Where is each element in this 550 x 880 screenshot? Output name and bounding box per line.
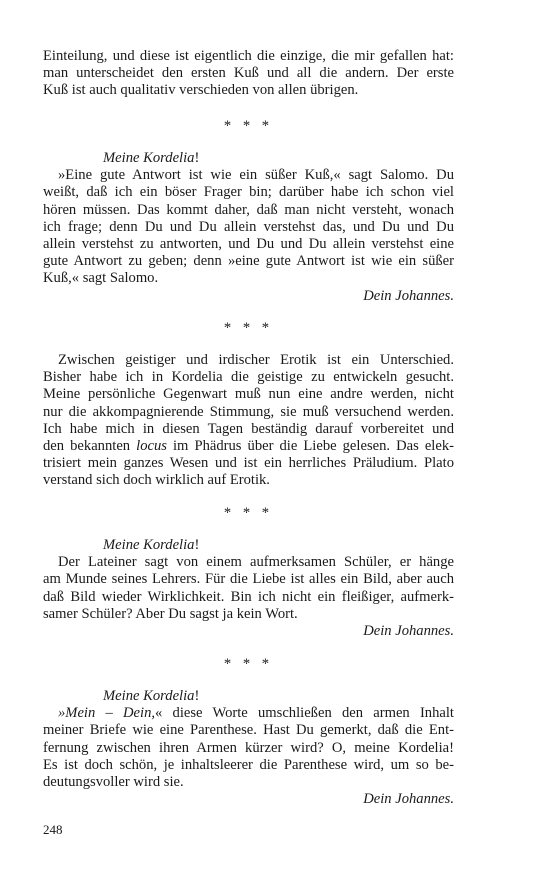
text-line xyxy=(43,438,454,455)
text-line: Kuß,« sagt Salomo. xyxy=(43,270,159,287)
letter-salutation xyxy=(43,688,454,705)
text-line: Kuß ist auch qualitativ verschieden von allen übrigen. xyxy=(43,82,359,99)
letter-signature xyxy=(43,791,454,808)
letter-1 xyxy=(43,150,454,305)
section-separator: * * * xyxy=(223,505,274,521)
text-line: »Eine gute Antwort ist wie ein süßer Kuß,« sagt Salomo. Du xyxy=(58,167,454,184)
text-line: Ich habe mich in diesen Tagen beständig darauf vorbereitet und xyxy=(43,420,454,437)
letter-3 xyxy=(43,688,454,808)
page-number: 248 xyxy=(43,822,63,837)
text-line: ich frage; denn Du und Du allein verstehst das, und Du und Du xyxy=(43,218,454,235)
text-line: nur die akkompagnierende Stimmung, sie muß versuchend werden. xyxy=(43,403,454,420)
section-separator: * * * xyxy=(223,118,274,134)
text-line: weißt, daß ich ein böser Frager bin; darüber habe ich schon viel xyxy=(43,184,454,201)
salutation-name: Meine Kordelia xyxy=(103,150,195,166)
text-line: Der Lateiner sagt von einem aufmerksamen Schüler, er hänge xyxy=(58,554,454,571)
text-line: samer Schüler? Aber Du sagst ja kein Wort. xyxy=(43,605,298,622)
salutation-name: Meine Kordelia xyxy=(103,537,195,553)
section-separator: * * * xyxy=(223,320,274,336)
text-line: man unterscheidet den ersten Kuß und all die andern. Der erste xyxy=(43,65,454,82)
text-segment: « diese Worte umschließen den armen Inhalt xyxy=(155,705,454,722)
text-line: allein verstehst zu antworten, und Du und Du allein verstehst eine xyxy=(43,236,454,253)
paragraph-erotik xyxy=(43,352,454,490)
letter-signature xyxy=(43,288,454,305)
paragraph-continuation xyxy=(43,48,454,100)
letter-salutation xyxy=(43,537,454,554)
salutation-name: Meine Kordelia xyxy=(103,688,195,704)
italic-term: locus xyxy=(136,438,167,455)
text-line: fernung zwischen ihren Armen kürzer wird? O, meine Kordelia! xyxy=(43,739,454,756)
text-line: Bisher habe ich in Kordelia die geistige zu entwickeln gesucht. xyxy=(43,369,454,386)
salutation-end: ! xyxy=(194,688,200,704)
section-separator: * * * xyxy=(223,656,274,672)
text-line: Zwischen geistiger und irdischer Erotik ist ein Unterschied. xyxy=(58,352,454,368)
text-line: Meine persönliche Gegenwart muß nun eine andre werden, nicht xyxy=(43,386,454,403)
signature-text: Dein Johannes. xyxy=(363,623,454,640)
salutation-end: ! xyxy=(194,150,200,166)
text-line: deutungsvoller wird sie. xyxy=(43,774,184,791)
text-line: gute Antwort zu geben; denn »eine gute Antwort ist wie ein süßer xyxy=(43,253,454,270)
signature-text: Dein Johannes. xyxy=(363,287,454,304)
letter-2 xyxy=(43,537,454,640)
text-line: am Munde seines Lehrers. Für die Liebe ist alles ein Bild, aber auch xyxy=(43,571,454,588)
signature-text: Dein Johannes. xyxy=(363,791,454,808)
text-line: daß Bild wieder Wirklichkeit. Bin ich nicht ein fleißiger, aufmerk- xyxy=(43,588,454,605)
text-line: hören müssen. Das kommt daher, daß man nicht versteht, wonach xyxy=(43,201,454,218)
text-segment: den bekannten xyxy=(43,438,137,455)
text-segment: im Phädrus über die Liebe gelesen. Das elek- xyxy=(166,438,454,455)
text-line: trisiert mein ganzes Wesen und ist ein herrliches Präludium. Plato xyxy=(43,455,454,472)
text-line: meiner Briefe wie eine Parenthese. Hast Du gemerkt, daß die Ent- xyxy=(43,722,454,739)
text-line: Es ist doch schön, je inhaltsleerer die Parenthese wird, um so be- xyxy=(43,756,454,773)
letter-salutation xyxy=(43,150,454,167)
text-line: verstand sich doch wirklich auf Erotik. xyxy=(43,472,270,489)
text-line: Einteilung, und diese ist eigentlich die einzige, die mir gefallen hat: xyxy=(43,48,454,64)
letter-signature xyxy=(43,623,454,640)
text-line xyxy=(43,705,454,722)
italic-phrase: »Mein – Dein, xyxy=(58,705,156,722)
salutation-end: ! xyxy=(194,537,200,553)
